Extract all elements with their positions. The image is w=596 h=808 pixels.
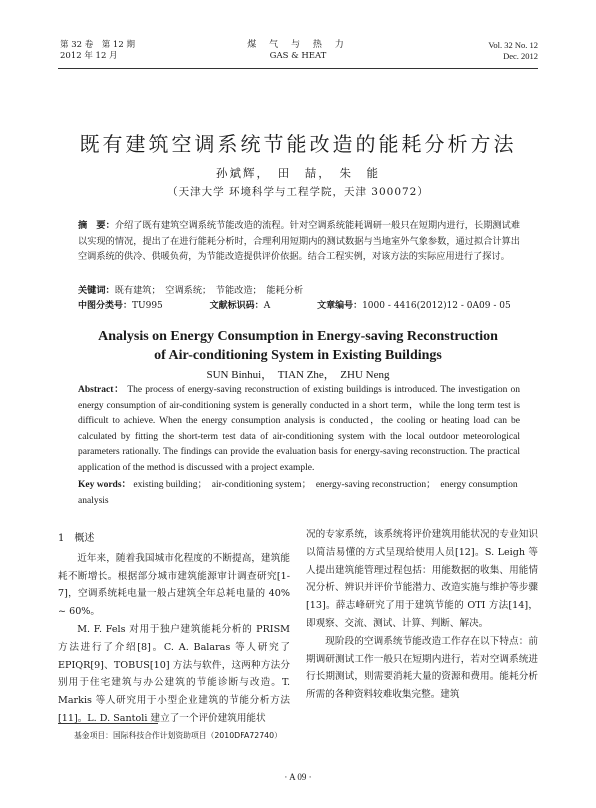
body-paragraph: 况的专家系统，该系统将评价建筑用能状况的专业知识以简洁易懂的方式呈现给使用人员[12]。S. Leigh 等人提出建筑能管理过程包括：用能数据的收集、用能情况分析、辨识并评价节能潜力、改造实施与维护等步骤[13]。薛志峰研究了用于建筑节能的 OTI 方法[14]，即观察、交流、测试、计算、判断、解决。	[306, 529, 538, 629]
keywords-text-en: existing building； air-conditioning system； energy-saving reconstruction； energy consumption analysis	[78, 480, 518, 506]
page-number: · A 09 ·	[284, 772, 312, 782]
volume-issue: 第 32 卷 第 12 期	[60, 40, 135, 50]
running-header-right	[488, 40, 538, 62]
keywords-en	[78, 478, 520, 509]
paper-title-cn: 既有建筑空调系统节能改造的能耗分析方法	[79, 132, 517, 156]
funding-footnote: 基金项目：国际科技合作计划资助项目（2010DFA72740）	[74, 731, 282, 740]
affiliation-cn: （天津大学 环境科学与工程学院，天津 300072）	[167, 186, 429, 198]
article-no-value: 1000 - 4416(2012)12 - 0A09 - 05	[362, 301, 511, 311]
date-en: Dec. 2012	[503, 51, 538, 61]
body-paragraph: 近年来，随着我国城市化程度的不断提高，建筑能耗不断增长。根据部分城市建筑能源审计调查研究[1-7]，空调系统耗电量一般占建筑全年总耗电量的 40% ~ 60%。	[58, 552, 290, 618]
doc-code-label: 文献标识码：	[209, 301, 264, 311]
abstract-text-en: The process of energy-saving reconstruction of existing buildings is introduced. The investigation on energy consumption of air-conditioning system is generally conducted in a short term，while the long term test is difficult to achieve. When the energy consumption analysis is conducted，the cooling or heating load can be calculated by fitting the short-term test data of air-conditioning system with the local outdoor meteorological parameters rationally. The findings can provide the evaluation basis for energy-saving reconstruction. The practical application of the method is discussed with a project example.	[78, 385, 520, 473]
article-no-label: 文章编号：	[317, 301, 363, 311]
issue-date: 2012 年 12 月	[60, 51, 118, 61]
clc-label: 中图分类号：	[78, 301, 133, 311]
keywords-label-cn: 关键词：	[78, 285, 115, 296]
keywords-label-en: Key words：	[78, 480, 132, 490]
authors-cn: 孙斌辉， 田 喆， 朱 能	[216, 166, 380, 180]
body-paragraph: 现阶段的空调系统节能改造工作存在以下特点：前期调研测试工作一般只在短期内进行，若对空调系统进行长期测试，则需要消耗大量的资源和费用。能耗分析所需的各种资料较难收集完整。建筑	[306, 635, 538, 701]
abstract-text-cn: 介绍了既有建筑空调系统节能改造的流程。针对空调系统能耗调研一般只在短期内进行，长期测试难以实现的情况，提出了在进行能耗分析时，合理利用短期内的测试数据与当地室外气象参数，通过拟合计算出空调系统的供冷、供暖负荷，为节能改造提供评价依据。结合工程实例，对该方法的实际应用进行了探讨。	[78, 220, 521, 263]
footnote-rule	[58, 723, 158, 724]
abstract-cn	[78, 218, 520, 265]
journal-name-en: GAS & HEAT	[269, 51, 327, 61]
doc-code-value: A	[263, 301, 271, 311]
abstract-en	[78, 383, 520, 477]
body-column-right	[306, 526, 538, 704]
keywords-cn	[78, 282, 303, 296]
journal-name-cn: 煤 气 与 热 力	[247, 40, 349, 50]
volume-en: Vol. 32 No. 12	[488, 40, 538, 50]
keywords-text-cn: 既有建筑； 空调系统； 节能改造； 能耗分析	[114, 285, 304, 296]
authors-en: SUN Binhui， TIAN Zhe， ZHU Neng	[206, 369, 390, 381]
classification-line	[78, 298, 555, 311]
abstract-label-en: Abstract：	[78, 385, 125, 395]
header-rule	[58, 68, 538, 69]
clc-value: TU995	[132, 301, 163, 311]
body-paragraph: M. F. Fels 对用于独户建筑能耗分析的 PRISM 方法进行了介绍[8]。C. A. Balaras 等人研究了 EPIQR[9]、TOBUS[10] 方法与软件，这两种方法分别用于住宅建筑与办公建筑的节能诊断与改造。T. Markis 等人研究用于小型企业建筑的节能分析方法[11]。L. D. Santoli 建立了一个评价建筑用能状	[58, 623, 290, 724]
abstract-label-cn: 摘 要：	[78, 220, 115, 231]
title-en-line2: of Air-conditioning System in Existing Buildings	[154, 348, 442, 363]
body-column-left	[58, 530, 290, 728]
title-en-line1: Analysis on Energy Consumption in Energy-saving Reconstruction	[98, 329, 498, 344]
paper-title-en	[0, 327, 596, 365]
section-heading: 1 概述	[58, 533, 95, 544]
